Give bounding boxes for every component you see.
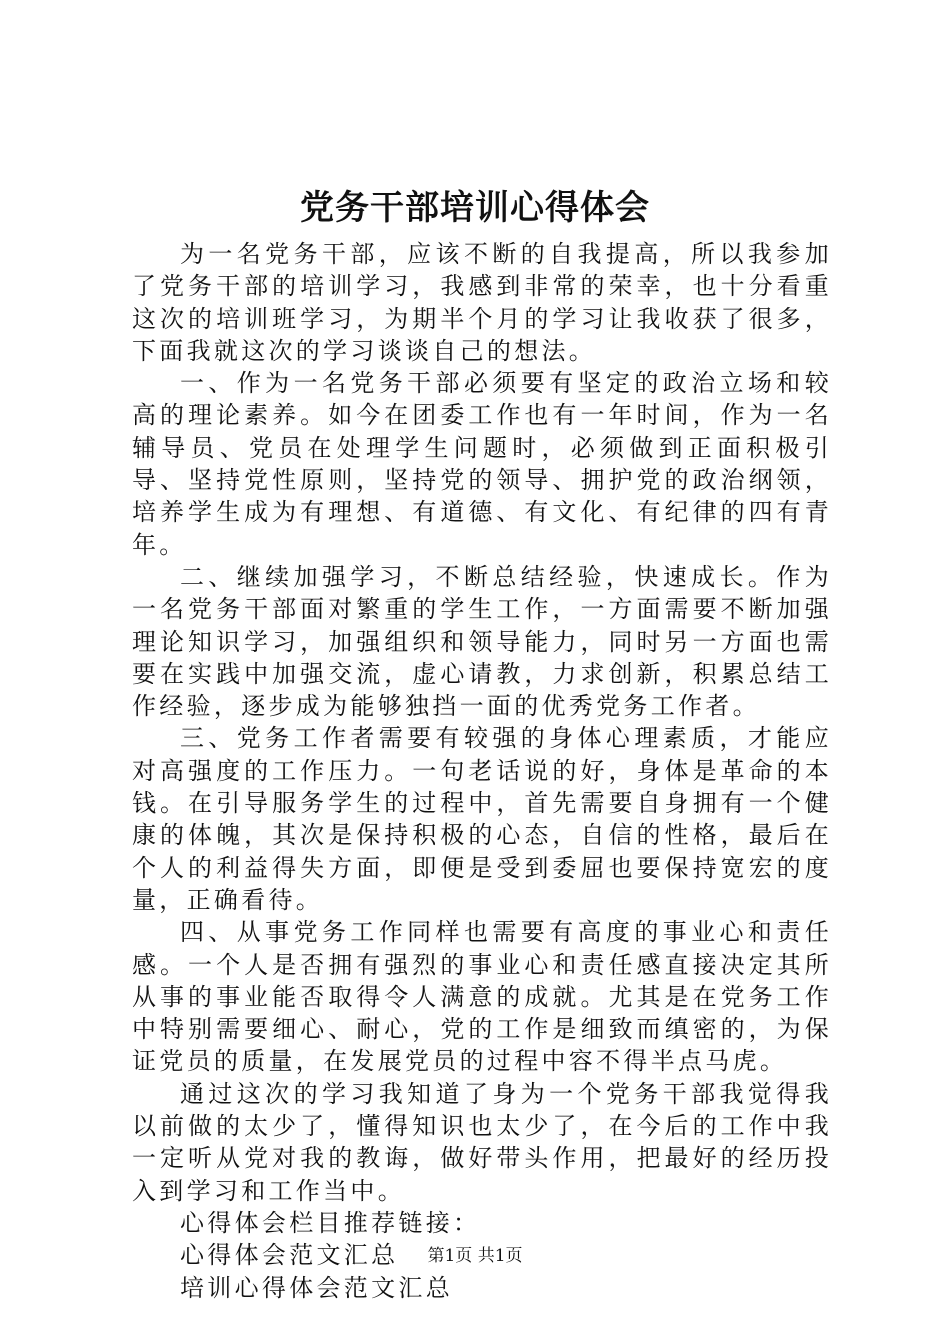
recommended-link[interactable]: 培训心得体会范文汇总 — [180, 1273, 453, 1302]
document-body — [132, 238, 832, 1304]
paragraph-conclusion: 通过这次的学习我知道了身为一个党务干部我觉得我以前做的太少了，懂得知识也太少了，在今后的工作中我一定听从党对我的教诲，做好带头作用，把最好的经历投入到学习和工作当中。 — [132, 1079, 832, 1205]
document-title: 党务干部培训心得体会 — [300, 188, 650, 228]
paragraph-point-two: 二、继续加强学习，不断总结经验，快速成长。作为一名党务干部面对繁重的学生工作，一方面需要不断加强理论知识学习，加强组织和领导能力，同时另一方面也需要在实践中加强交流，虚心请教，力求创新，积累总结工作经验，逐步成为能够独挡一面的优秀党务工作者。 — [132, 562, 832, 721]
paragraph-intro: 为一名党务干部，应该不断的自我提高，所以我参加了党务干部的培训学习，我感到非常的荣幸，也十分看重这次的培训班学习，为期半个月的学习让我收获了很多，下面我就这次的学习谈谈自己的想法。 — [132, 240, 832, 365]
paragraph-point-one: 一、作为一名党务干部必须要有坚定的政治立场和较高的理论素养。如今在团委工作也有一年时间，作为一名辅导员、党员在处理学生问题时，必须做到正面积极引导、坚持党性原则，坚持党的领导、拥护党的政治纲领，培养学生成为有理想、有道德、有文化、有纪律的四有青年。 — [132, 369, 832, 559]
paragraph-point-three: 三、党务工作者需要有较强的身体心理素质，才能应对高强度的工作压力。一句老话说的好，身体是革命的本钱。在引导服务学生的过程中，首先需要自身拥有一个健康的体魄，其次是保持积极的心态，自信的性格，最后在个人的利益得失方面，即便是受到委屈也要保持宽宏的度量，正确看待。 — [132, 724, 832, 914]
page-number-footer: 第1页 共1页 — [427, 1246, 523, 1266]
paragraph-point-four: 四、从事党务工作同样也需要有高度的事业心和责任感。一个人是否拥有强烈的事业心和责任感直接决定其所从事的事业能否取得令人满意的成就。尤其是在党务工作中特别需要细心、耐心，党的工作是细致而缜密的，为保证党员的质量，在发展党员的过程中容不得半点马虎。 — [132, 918, 832, 1076]
recommended-link[interactable]: 心得体会范文汇总 — [180, 1241, 399, 1270]
recommended-links-heading: 心得体会栏目推荐链接： — [180, 1208, 481, 1237]
